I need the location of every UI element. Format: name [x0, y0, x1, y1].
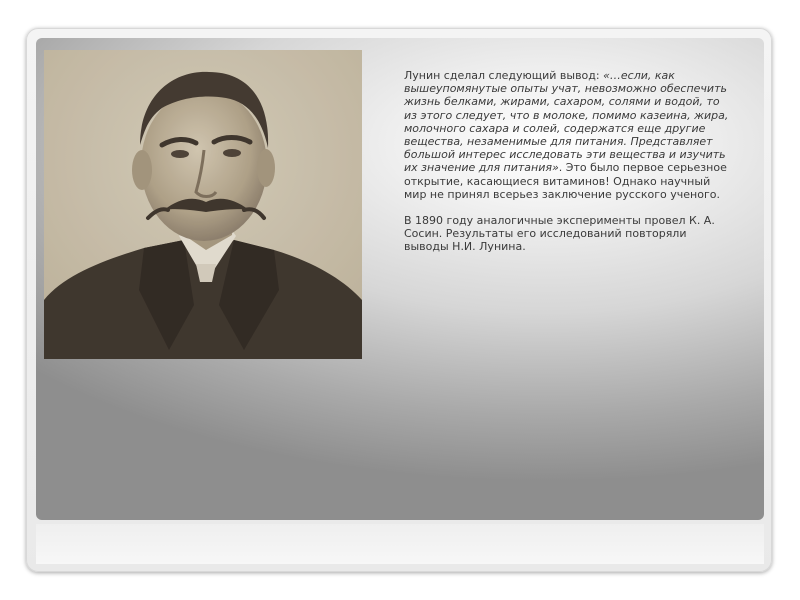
portrait-photo	[44, 50, 362, 359]
paragraph-sosin: В 1890 году аналогичные эксперименты провел К. А. Сосин. Результаты его исследований повторяли выводы Н.И. Лунина.	[404, 214, 715, 254]
slide-text	[404, 69, 734, 267]
paragraph-rest: . Это было первое серьезное открытие, касающиеся витаминов! Однако научный мир не принял всерьез заключение русского ученого.	[404, 161, 727, 201]
paragraph-lunin-conclusion	[404, 69, 734, 201]
slide-footer-strip	[36, 524, 764, 564]
portrait-illustration	[44, 50, 362, 359]
lunin-quote: «…если, как вышеупомянутые опыты учат, невозможно обеспечить жизнь белками, жирами, сахаром, солями и водой, то из этого следует, что в молоке, помимо казеина, жира, молочного сахара и солей, содержатся еще другие вещества, незаменимые для питания. Представляет большой интерес исследовать эти вещества и изучить их значение для питания»	[404, 69, 729, 175]
paragraph-intro: Лунин сделал следующий вывод:	[404, 69, 604, 82]
